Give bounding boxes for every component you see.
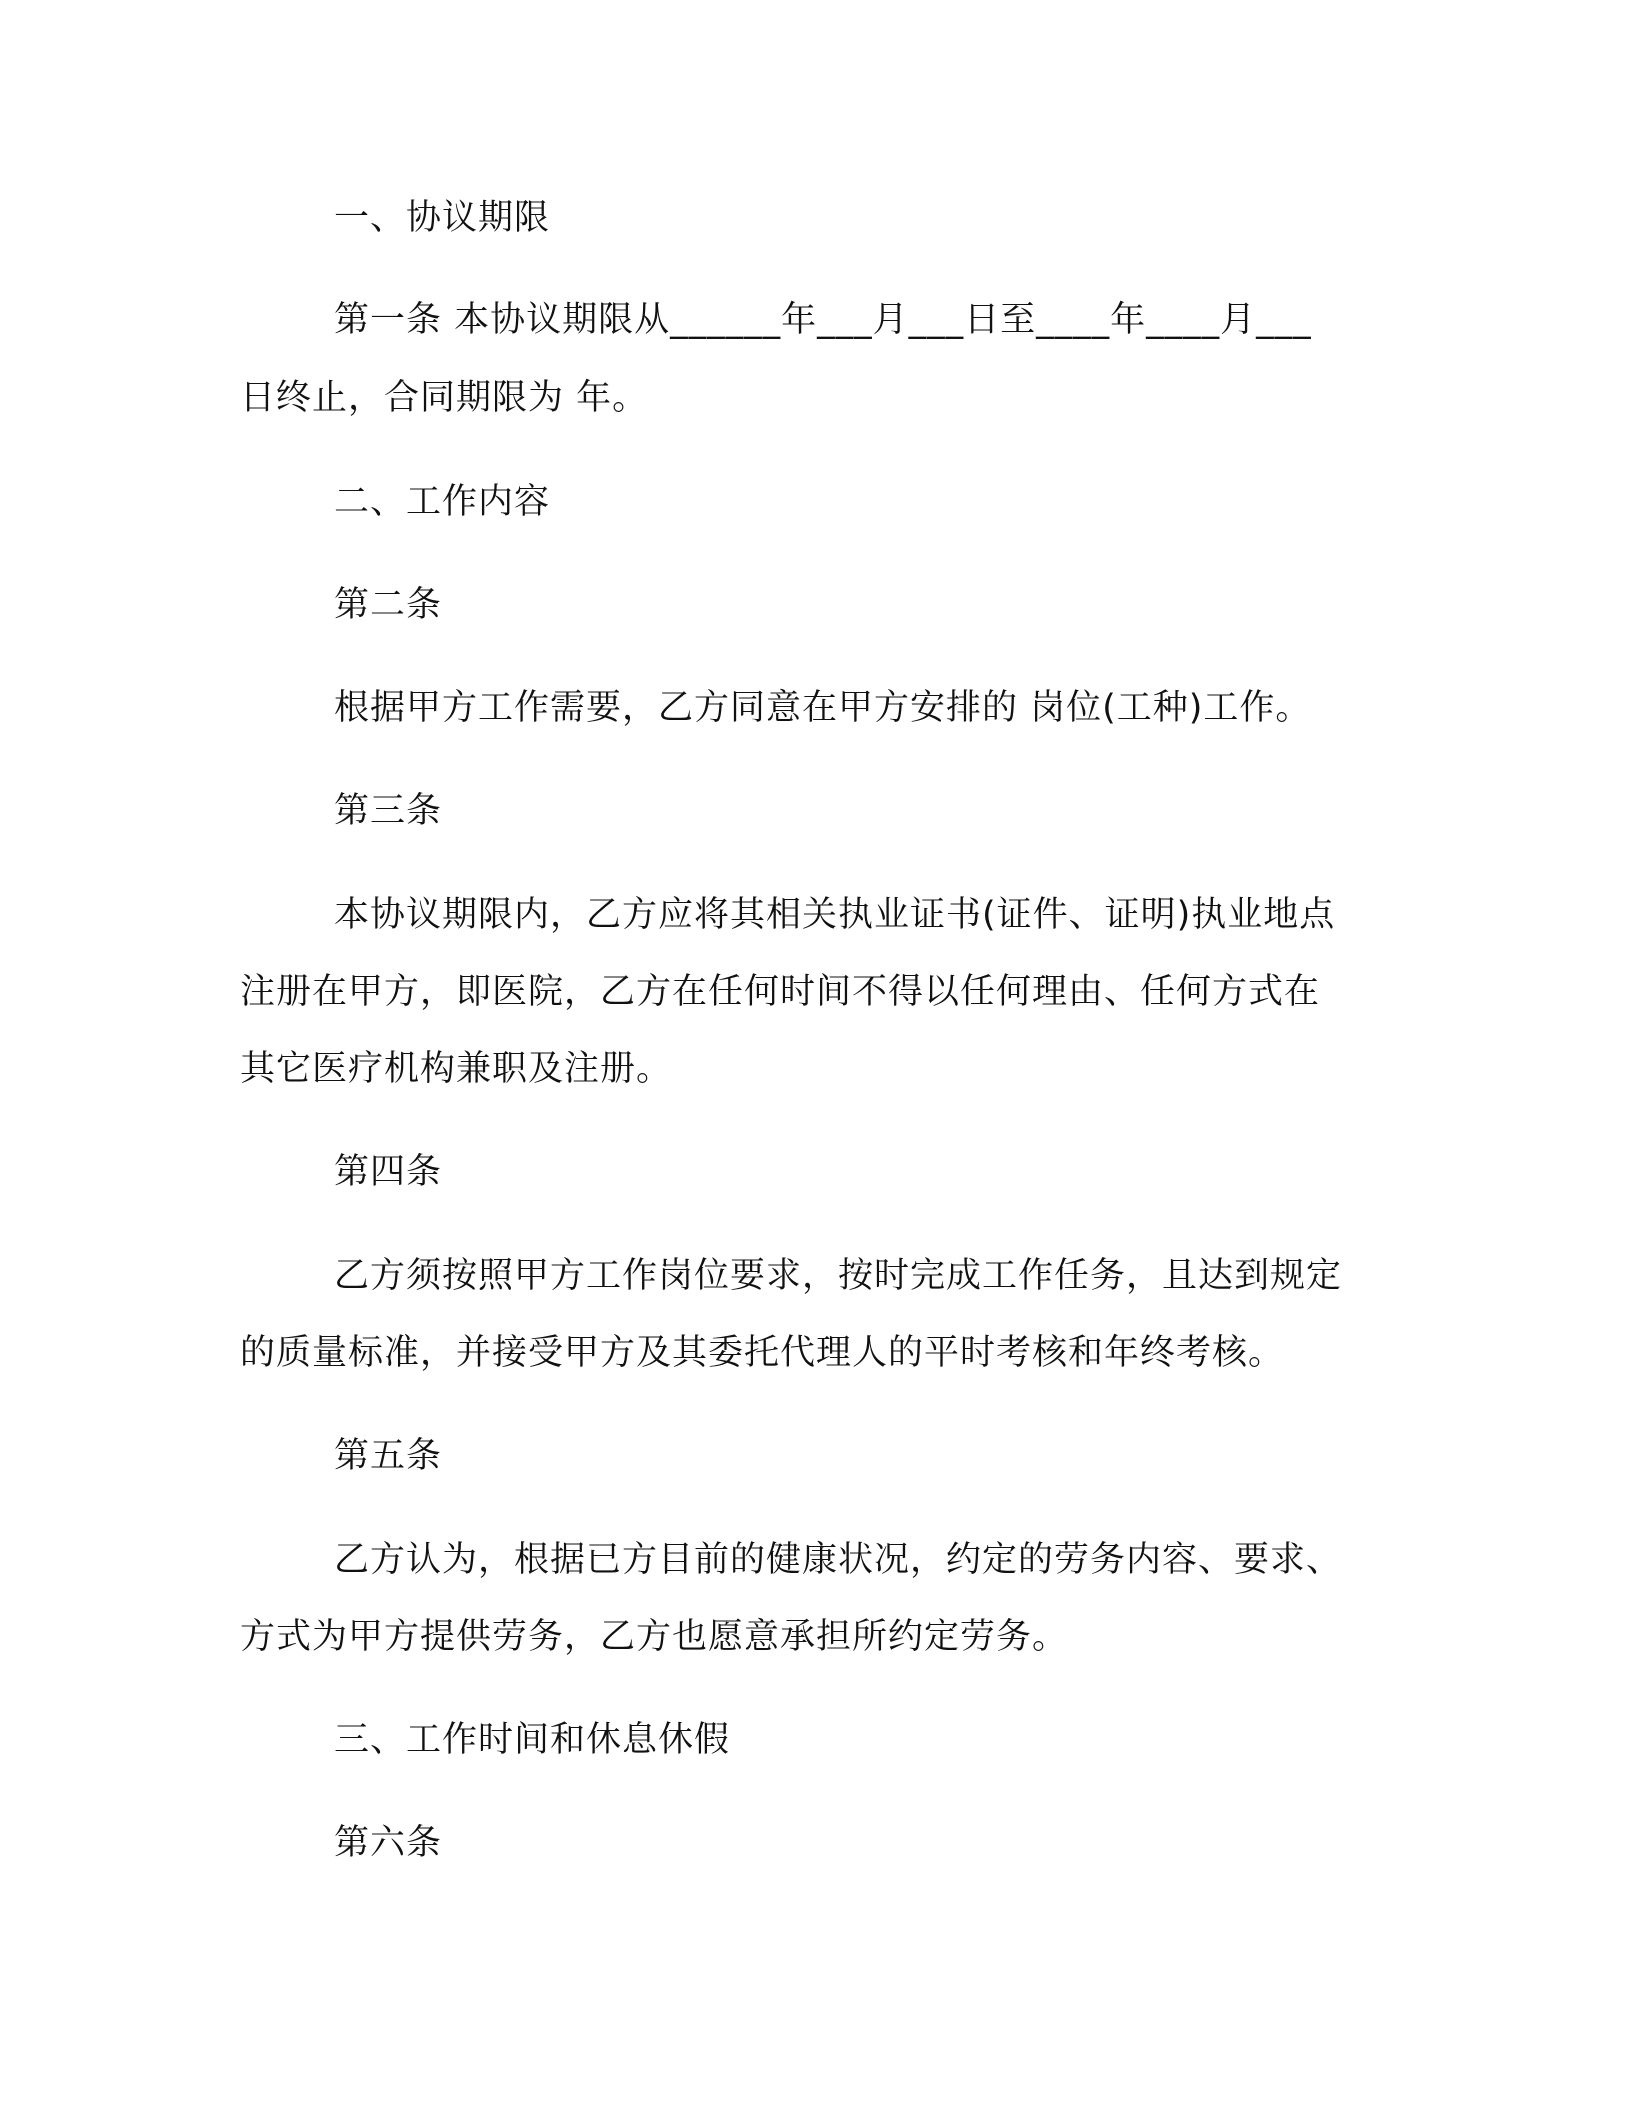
article-2-text: 根据甲方工作需要，乙方同意在甲方安排的 岗位(工种)工作。 bbox=[334, 688, 1312, 728]
article-5-line-1: 乙方认为，根据已方目前的健康状况，约定的劳务内容、要求、 bbox=[334, 1540, 1343, 1580]
article-1-line-1: 第一条 本协议期限从______年___月___日至____年____月___ bbox=[334, 300, 1312, 340]
article-3-line-1: 本协议期限内，乙方应将其相关执业证书(证件、证明)执业地点 bbox=[334, 895, 1336, 935]
article-4-heading: 第四条 bbox=[334, 1152, 443, 1192]
article-4-line-1: 乙方须按照甲方工作岗位要求，按时完成工作任务，且达到规定 bbox=[334, 1256, 1343, 1296]
article-2-heading: 第二条 bbox=[334, 585, 443, 625]
article-3-line-2: 注册在甲方，即医院，乙方在任何时间不得以任何理由、任何方式在 bbox=[240, 972, 1321, 1012]
article-4-line-2: 的质量标准，并接受甲方及其委托代理人的平时考核和年终考核。 bbox=[240, 1333, 1285, 1373]
article-1-line-2: 日终止，合同期限为 年。 bbox=[240, 378, 649, 418]
article-5-heading: 第五条 bbox=[334, 1436, 443, 1476]
article-3-line-3: 其它医疗机构兼职及注册。 bbox=[240, 1049, 673, 1089]
article-3-heading: 第三条 bbox=[334, 791, 443, 831]
article-5-line-2: 方式为甲方提供劳务，乙方也愿意承担所约定劳务。 bbox=[240, 1617, 1069, 1657]
article-6-heading: 第六条 bbox=[334, 1823, 443, 1863]
section-heading-3: 三、工作时间和休息休假 bbox=[334, 1720, 731, 1760]
section-heading-1: 一、协议期限 bbox=[334, 198, 551, 238]
section-heading-2: 二、工作内容 bbox=[334, 482, 551, 522]
